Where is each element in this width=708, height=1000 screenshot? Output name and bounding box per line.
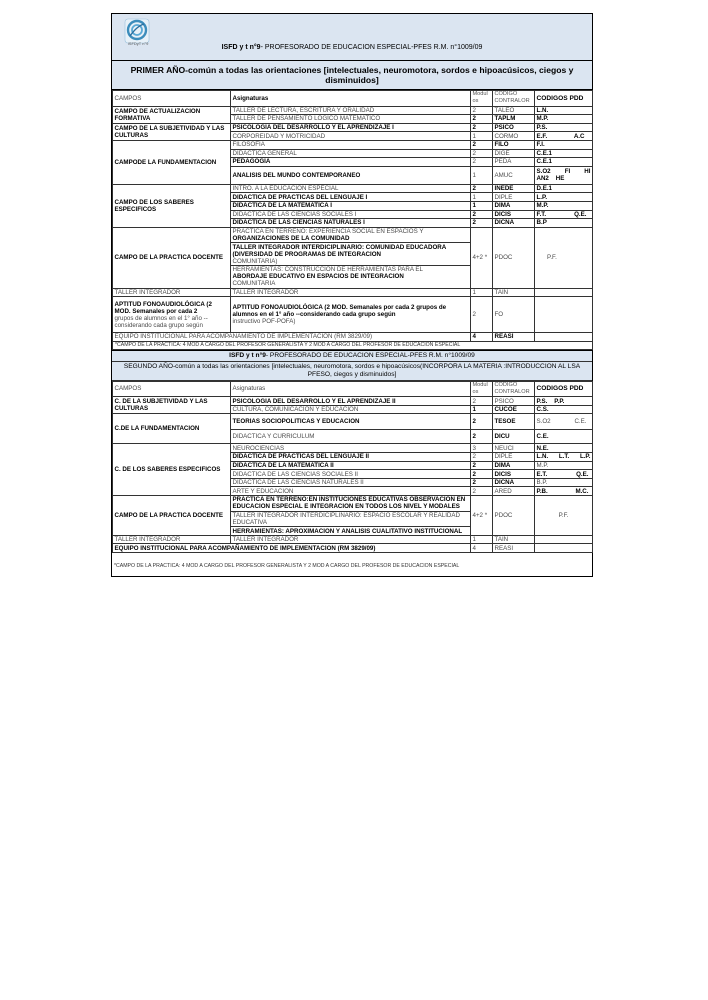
table-row: HERRAMIENTAS: CONSTRUCCION DE HERRAMIENTAS PARA EL ABORDAJE EDUCATIVO EN ESPACIOS DE INTEGRACION COMUNITARIA bbox=[113, 265, 593, 288]
table-row: CULTURA, COMUNICACIÓN Y EDUCACION 1 CUCOE C.S. bbox=[113, 405, 593, 414]
table-row: DIDACTICA DE LAS CIENCIAS NATURALES I 2 DICNA B.P bbox=[113, 219, 593, 228]
table-row: DIDACTICA DE LA MATEMATICA II 2 DIMA M.P. bbox=[113, 461, 593, 470]
table-row: EQUIPO INSTITUCIONAL PARA ACOMPAÑAMIENTO DE IMPLEMENTACION (RM 3829/09) 4 REASI bbox=[113, 333, 593, 342]
table-row: TALLER INTEGRADOR INTERDICIPLINARIO: ESPACIO ESCOLAR Y REALIDAD EDUCATIVA bbox=[113, 511, 593, 527]
col-campos: CAMPOS bbox=[113, 91, 231, 107]
table-row: DIDACTICA GENERAL 2 DIGE C.E.1 bbox=[113, 149, 593, 158]
table-row: DIDACTICA DE LAS CIENCIAS SOCIALES I 2 DICIS F.T. Q.E. bbox=[113, 210, 593, 219]
table-row: DIDACTICA DE PRACTICAS DEL LENGUAJE II 2 DIPLE L.N. L.T. L.P. bbox=[113, 453, 593, 462]
header-title: ISFD y t n°9- PROFESORADO DE EDUCACION ESPECIAL-PFES R.M. n°1009/09 bbox=[221, 44, 483, 51]
campo-practica: CAMPO DE LA PRACTICA DOCENTE bbox=[113, 227, 231, 288]
table-header-row bbox=[113, 91, 593, 107]
footnote-row bbox=[113, 341, 593, 349]
table-row: CAMPO DE LA SUBJETIVIDAD Y LAS CULTURAS PSICOLOGIA DEL DESARROLLO Y EL APRENDIZAJE I 2 PSICO P.S. bbox=[113, 123, 593, 132]
table-row: ANALISIS DEL MUNDO CONTEMPORANEO 1 AMUC S.O2 FI HI AN2 HE bbox=[113, 166, 593, 184]
logo-caption: ISFDyT n°9 bbox=[127, 41, 149, 46]
table-row: EQUIPO INSTITUCIONAL PARA ACOMPAÑAMIENTO DE IMPLEMENTACION (RM 3829/09) 4 REASI bbox=[113, 544, 593, 553]
campo-saberes-2: C. DE LOS SABERES ESPECIFICOS bbox=[113, 444, 231, 496]
campo-fundamentacion-2: C.DE LA FUNDAMENTACION bbox=[113, 414, 231, 444]
table-row: DIDACTICA DE LA MATEMATICA I 1 DIMA M.P. bbox=[113, 201, 593, 210]
table-row: DIDACTICA Y CURRICULUM 2 DICU C.E. bbox=[113, 430, 593, 444]
table-row: PEDAGOGIA 2 PEDA C.E.1 bbox=[113, 158, 593, 167]
campo-subjetividad-2: C. DE LA SUBJETIVIDAD Y LAS CULTURAS bbox=[113, 397, 231, 414]
table-row: C.DE LA FUNDAMENTACION TEORIAS SOCIOPOLITICAS Y EDUCACION 2 TESOE S.O2 C.E. bbox=[113, 414, 593, 430]
campo-fundamentacion: CAMPODE LA FUNDAMENTACION bbox=[113, 140, 231, 184]
table-row: HERRAMIENTAS: APROXIMACION Y ANALISIS CUALITATIVO INSTITUCIONAL bbox=[113, 527, 593, 536]
year1-footnote: *CAMPO DE LA PRACTICA: 4 MOD A CARGO DEL PROFESOR GENERALISTA Y 2 MOD A CARGO DEL PROFESOR DE EDUCACION ESPECIAL bbox=[113, 341, 593, 349]
table-row: DIDACTICA DE PRACTICAS DEL LENGUAJE I 1 DIPLE L.P. bbox=[113, 193, 593, 202]
year2-table bbox=[112, 381, 593, 553]
table-row: CAMPO DE ACTUALIZACION FORMATIVA TALLER DE LECTURA, ESCRITURA Y ORALIDAD 2 TALEO L.N. bbox=[113, 106, 593, 115]
document-header bbox=[112, 14, 592, 61]
table-row: CAMPODE LA FUNDAMENTACION FILOSOFIA 2 FILO F.I. bbox=[113, 140, 593, 149]
table-row: DIDACTICA DE LAS CIENCIAS NATURALES II 2 DICNA B.P. bbox=[113, 478, 593, 487]
year2-title: SEGUNDO AÑO-común a todas las orientaciones [intelectuales, neuromotora, sordos e hipoacúsicos(INCORPORA LA MATERIA :INTRODUCCION AL LSA PFESO, ciegos y disminuidos] bbox=[112, 362, 592, 381]
table-row: CAMPO DE LA PRACTICA DOCENTE PRACTICA EN TERRENO: EXPERIENCIA SOCIAL EN ESPACIOS Y ORGANIZACIONES DE LA COMUNIDAD 4+2 * PDOC P.F. bbox=[113, 227, 593, 243]
table-header-row: CAMPOS Asignaturas Modulos CODIGO CONTRALOR CODIGOS PDD bbox=[113, 381, 593, 397]
table-row: CAMPO DE LA PRACTICA DOCENTE PRACTICA EN TERRENO:EN INSTITUCIONES EDUCATIVAS OBSERVACION EN EDUCACION ESPECIAL E INTEGRACION EN TODOS LOS NIVEL Y MODALES 4+2 * PDOC P.F. bbox=[113, 496, 593, 512]
col-pdd: CODIGOS PDD bbox=[535, 91, 593, 107]
campo-actualizacion: CAMPO DE ACTUALIZACION FORMATIVA bbox=[113, 106, 231, 123]
year2-header: ISFD y t n°9- PROFESORADO DE EDUCACION ESPECIAL-PFES R.M. n°1009/09 bbox=[112, 350, 592, 362]
table-row: ARTE Y EDUCACION 2 ARED P.B. M.C. bbox=[113, 487, 593, 496]
campo-practica-2: CAMPO DE LA PRACTICA DOCENTE bbox=[113, 496, 231, 536]
year1-title: PRIMER AÑO-común a todas las orientaciones [intelectuales, neuromotora, sordos e hipoacúsicos, ciegos y disminuidos] bbox=[112, 61, 592, 90]
table-row: CAMPO DE LOS SABERES ESPECIFICOS INTRO. A LA EDUCACION ESPECIAL 2 INEDE D.E.1 bbox=[113, 184, 593, 193]
col-codigo: CODIGO CONTRALOR bbox=[493, 91, 535, 107]
table-row: C. DE LA SUBJETIVIDAD Y LAS CULTURAS PSICOLOGIA DEL DESARROLLO Y EL APRENDIZAJE II 2 PSICO P.S. P.P. bbox=[113, 397, 593, 406]
table-row: TALLER INTEGRADOR INTERDICIPLINARIO: COMUNIDAD EDUCADORA (DIVERSIDAD DE PROGRAMAS DE INTEGRACION COMUNITARIA) bbox=[113, 243, 593, 266]
document-page bbox=[111, 13, 593, 577]
year1-table bbox=[112, 90, 593, 350]
col-modulos: Modulos bbox=[471, 91, 493, 107]
year2-footnote: *CAMPO DE LA PRACTICA: 4 MOD A CARGO DEL PROFESOR GENERALISTA Y 2 MOD A CARGO DEL PROFESOR DE EDUCACION ESPECIAL bbox=[114, 563, 460, 569]
table-row: TALLER DE PENSAMIENTO LÓGICO MATEMATICO 2 TAPLM M.P. bbox=[113, 115, 593, 124]
table-row: DIDACTICA DE LAS CIENCIAS SOCIALES II 2 DICIS E.T. Q.E. bbox=[113, 470, 593, 479]
campo-subjetividad: CAMPO DE LA SUBJETIVIDAD Y LAS CULTURAS bbox=[113, 123, 231, 140]
table-row: C. DE LOS SABERES ESPECIFICOS NEUROCIENCIAS 3 NEUCI N.E. bbox=[113, 444, 593, 453]
table-row: CORPOREIDAD Y MOTRICIDAD 1 CORMO E.F. A.C bbox=[113, 132, 593, 141]
campo-saberes: CAMPO DE LOS SABERES ESPECIFICOS bbox=[113, 184, 231, 227]
table-row: TALLER INTEGRADOR TALLER INTEGRADOR 1 TAIN bbox=[113, 288, 593, 297]
table-row: APTITUD FONOAUDIOLÓGICA (2 MOD. Semanales por cada 2 grupos de alumnos en el 1° año --considerando cada grupo según APTITUD FONOAUDIOLÓGICA (2 MOD. Semanales por cada 2 grupos de alumnos en el 1° año --considerando cada grupo según instructivo POF-POFA) 2 FO bbox=[113, 297, 593, 333]
col-asignaturas: Asignaturas bbox=[231, 91, 471, 107]
table-row: TALLER INTEGRADOR TALLER INTEGRADOR 1 TAIN bbox=[113, 535, 593, 544]
